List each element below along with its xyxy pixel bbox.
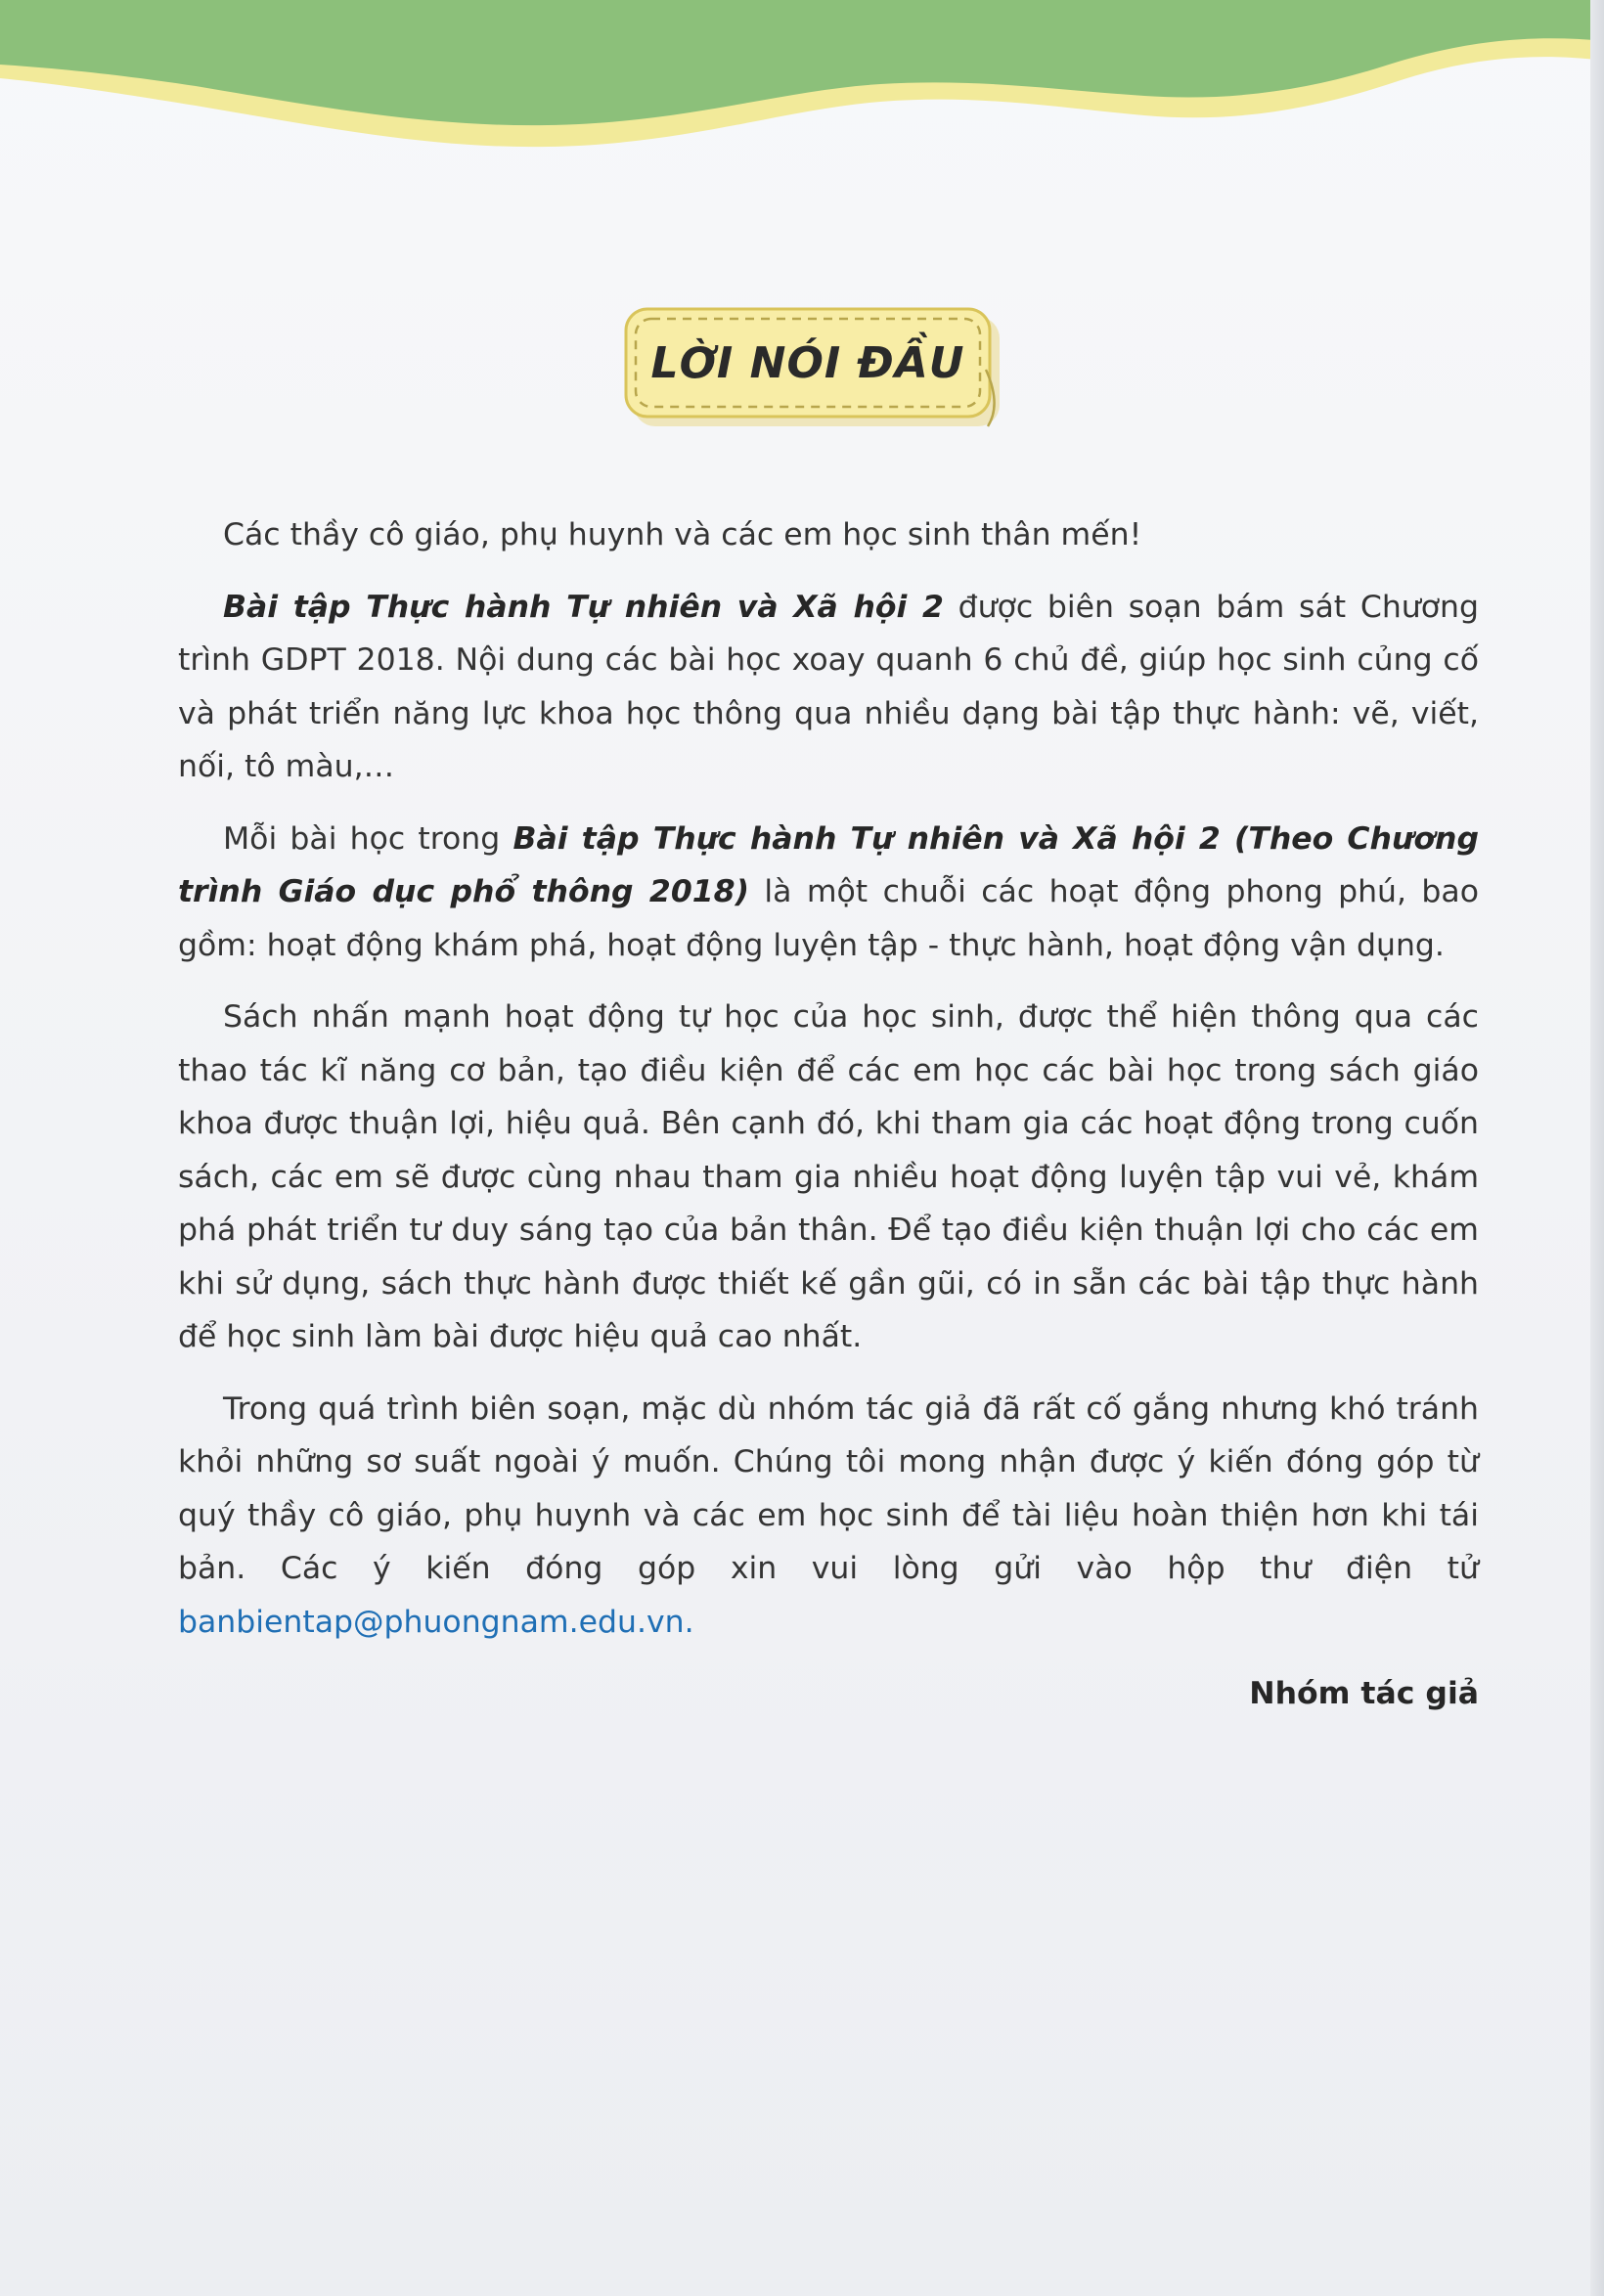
paragraph-4-text: Trong quá trình biên soạn, mặc dù nhóm tác giả đã rất cố gắng nhưng khó tránh khỏi những sơ suất ngoài ý muốn. Chúng tôi mong nhận được ý kiến đóng góp từ quý thầy cô giáo, phụ huynh và các em học sinh để tài liệu hoàn thiện hơn khi tái bản. Các ý kiến đóng góp xin vui lòng gửi vào hộp thư điện tử (178, 1391, 1479, 1586)
book-full-title-bold: Bài tập Thực hành Tự nhiên và Xã hội 2 (Theo Chương trình Giáo dục phổ thông 2018) (178, 820, 1480, 909)
preface-body (178, 508, 1479, 1721)
paragraph-2-text: là một chuỗi các hoạt động phong phú, bao gồm: hoạt động khám phá, hoạt động luyện tập - thực hành, hoạt động vận dụng. (178, 874, 1479, 963)
paragraph-3: Sách nhấn mạnh hoạt động tự học của học sinh, được thể hiện thông qua các thao tác kĩ năng cơ bản, tạo điều kiện để các em học các bài học trong sách giáo khoa được thuận lợi, hiệu quả. Bên cạnh đó, khi tham gia các hoạt động trong cuốn sách, các em sẽ được cùng nhau tham gia nhiều hoạt động luyện tập vui vẻ, khám phá phát triển tư duy sáng tạo của bản thân. Để tạo điều kiện thuận lợi cho các em khi sử dụng, sách thực hành được thiết kế gần gũi, có in sẵn các bài tập thực hành để học sinh làm bài được hiệu quả cao nhất. (178, 999, 1479, 1354)
book-title-bold: Bài tập Thực hành Tự nhiên và Xã hội 2 (223, 589, 944, 625)
paragraph-2 (178, 813, 1479, 973)
paragraph-4 (178, 1383, 1479, 1650)
signature: Nhóm tác giả (1249, 1676, 1479, 1711)
paragraph-1 (178, 581, 1479, 794)
paragraph-2-lead: Mỗi bài học trong (223, 820, 513, 857)
contact-email-link[interactable]: banbientap@phuongnam.edu.vn. (178, 1604, 694, 1640)
top-wave-band (0, 0, 1604, 166)
title-label (622, 305, 1009, 432)
page-title: LỜI NÓI ĐẦU (650, 337, 965, 388)
page-edge (1590, 0, 1604, 2296)
paragraph-1-text: được biên soạn bám sát Chương trình GDPT 2018. Nội dung các bài học xoay quanh 6 chủ đề, giúp học sinh củng cố và phát triển năng lực khoa học thông qua nhiều dạng bài tập thực hành: vẽ, viết, nối, tô màu,… (178, 589, 1479, 784)
greeting: Các thầy cô giáo, phụ huynh và các em học sinh thân mến! (223, 517, 1142, 552)
